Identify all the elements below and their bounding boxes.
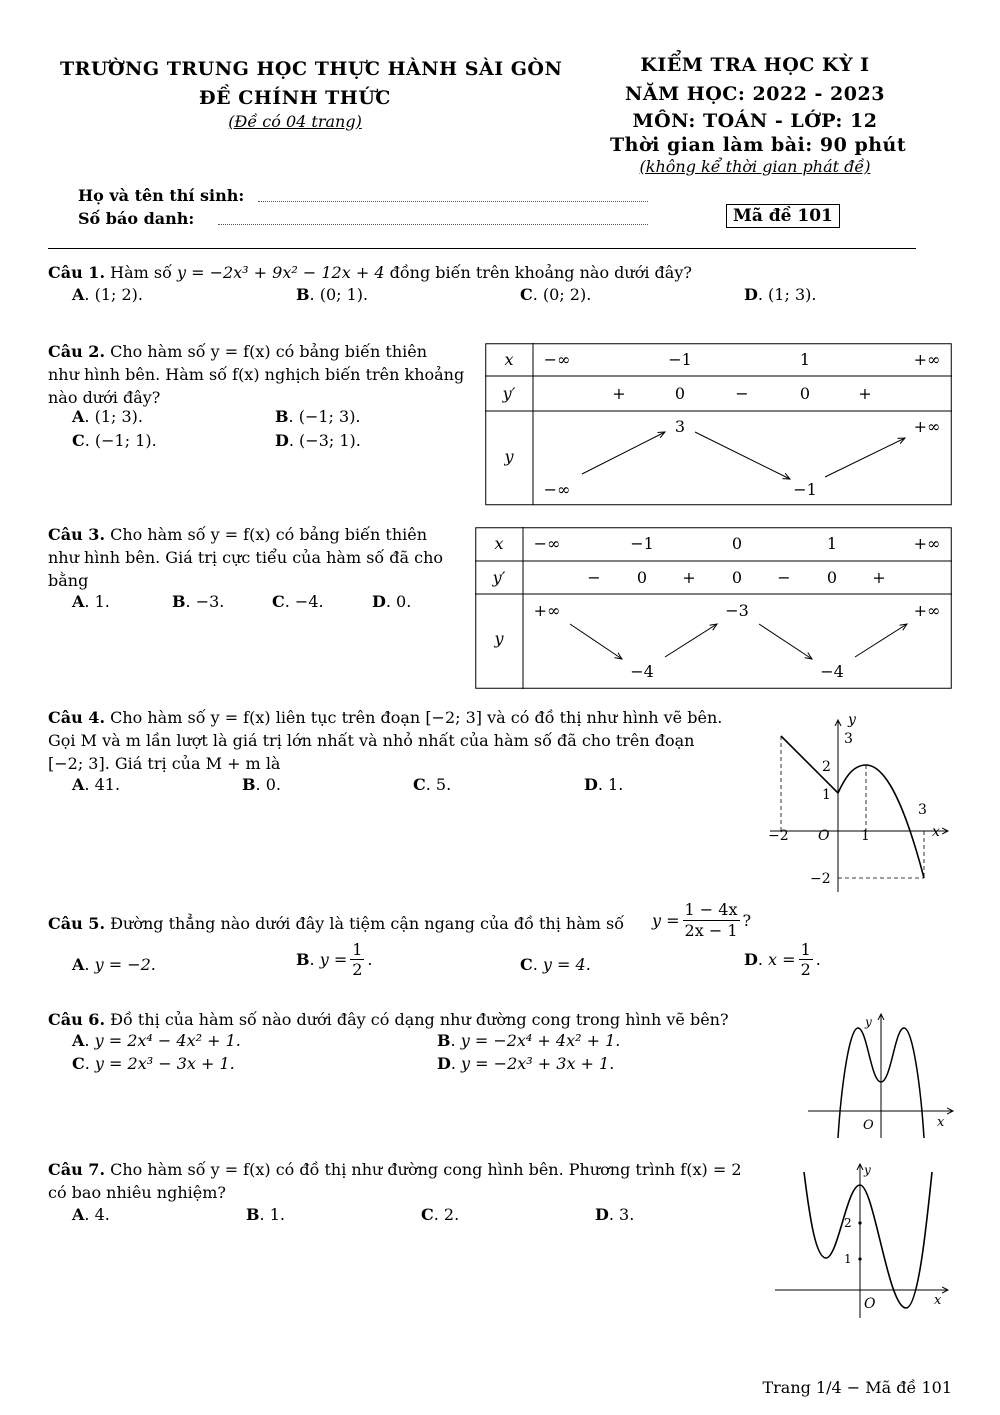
pages-note: (Đề có 04 trang) xyxy=(228,112,362,131)
q4-option-d[interactable]: D. 1. xyxy=(584,775,624,794)
q7-tick-dot-1 xyxy=(858,1257,861,1260)
q2-option-d[interactable]: D. (−3; 1). xyxy=(275,431,361,450)
question-5: Câu 5. Đường thẳng nào dưới đây là tiệm cận ngang của đồ thị hàm số xyxy=(48,914,625,933)
q2-x-0: −∞ xyxy=(543,350,571,369)
q2-sign-4: + xyxy=(858,384,872,403)
q3-x-4: +∞ xyxy=(913,534,941,553)
q6-option-c[interactable]: C. y = 2x³ − 3x + 1. xyxy=(72,1054,235,1073)
q2-option-b[interactable]: B. (−1; 3). xyxy=(275,407,361,426)
subject: MÔN: TOÁN - LỚP: 12 xyxy=(632,110,878,132)
q7-option-a[interactable]: A. 4. xyxy=(72,1205,110,1224)
q2-x-3: +∞ xyxy=(913,350,941,369)
question-3: Câu 3. Cho hàm số y = f(x) có bảng biến thiên như hình bên. Giá trị cực tiểu của hàm số đã cho bằng xyxy=(48,525,444,590)
q4-origin: O xyxy=(818,828,830,844)
q2-y-plus-inf: +∞ xyxy=(913,417,941,436)
q4-option-b[interactable]: B. 0. xyxy=(242,775,281,794)
page-footer: Trang 1/4 − Mã đề 101 xyxy=(762,1378,952,1397)
q6-origin: O xyxy=(863,1118,874,1133)
q7-option-d[interactable]: D. 3. xyxy=(595,1205,635,1224)
q4-tick-y1: 1 xyxy=(822,787,831,803)
q3-yprime-label: y′ xyxy=(492,568,506,587)
q6-graph xyxy=(805,1010,957,1142)
q3-option-a[interactable]: A. 1. xyxy=(72,592,110,611)
q7-curve xyxy=(804,1172,932,1308)
q7-origin: O xyxy=(864,1296,876,1312)
q5-option-a[interactable]: A. y = −2. xyxy=(72,955,156,974)
q2-arrow-up-1 xyxy=(582,432,665,474)
q2-x-2: 1 xyxy=(799,350,811,369)
question-6: Câu 6. Đồ thị của hàm số nào dưới đây có dạng như đường cong trong hình vẽ bên? xyxy=(48,1010,729,1029)
q1-option-c[interactable]: C. (0; 2). xyxy=(520,285,592,304)
q3-sign-4: − xyxy=(777,568,791,587)
q4-y-label: y xyxy=(848,712,856,728)
q2-arrow-up-2 xyxy=(825,438,905,477)
header-divider xyxy=(48,248,916,249)
q7-tick-y1: 1 xyxy=(844,1252,852,1266)
q3-sign-6: + xyxy=(872,568,886,587)
q5-option-c[interactable]: C. y = 4. xyxy=(520,955,591,974)
q2-option-a[interactable]: A. (1; 3). xyxy=(72,407,143,426)
q2-y-label: y xyxy=(504,447,514,466)
q3-x-1: −1 xyxy=(630,534,654,553)
q4-option-c[interactable]: C. 5. xyxy=(413,775,452,794)
q3-sign-3: 0 xyxy=(731,568,743,587)
q3-arrow-3 xyxy=(759,624,812,659)
school-year: NĂM HỌC: 2022 - 2023 xyxy=(625,83,885,105)
q2-y-min: −1 xyxy=(793,480,817,499)
q5-option-b[interactable]: B . y = $\frac{1}{2}$ . xyxy=(296,940,373,979)
official-label: ĐỀ CHÍNH THỨC xyxy=(199,87,391,109)
q3-y-label: y xyxy=(494,629,504,648)
question-4: Câu 4. Cho hàm số y = f(x) liên tục trên đoạn [−2; 3] và có đồ thị như hình vẽ bên. Gọi M và m lần lượt là giá trị lớn nhất và nhỏ nhất của hàm số đã cho trên đoạn [−2; 3]. Giá trị của M + m là xyxy=(48,708,723,773)
q7-option-b[interactable]: B. 1. xyxy=(246,1205,285,1224)
q3-y-max: −3 xyxy=(725,601,749,620)
q6-option-b[interactable]: B. y = −2x⁴ + 4x² + 1. xyxy=(437,1031,621,1050)
q2-arrow-down xyxy=(695,432,790,479)
q2-sign-0: + xyxy=(612,384,626,403)
q4-tick-x3: 3 xyxy=(918,802,927,818)
q2-variation-table xyxy=(485,343,953,507)
q3-y-plus-inf-left: +∞ xyxy=(533,601,561,620)
q2-sign-2: − xyxy=(735,384,749,403)
q3-x-3: 1 xyxy=(826,534,838,553)
q5-option-d[interactable]: D . x = $\frac{1}{2}$ . xyxy=(744,940,821,979)
q3-x-label: x xyxy=(494,534,504,553)
q3-option-b[interactable]: B. −3. xyxy=(172,592,225,611)
q3-y-plus-inf-right: +∞ xyxy=(913,601,941,620)
q4-option-a[interactable]: A. 41. xyxy=(72,775,121,794)
q3-x-2: 0 xyxy=(731,534,743,553)
q3-sign-0: − xyxy=(587,568,601,587)
q4-tick-y2: 2 xyxy=(822,759,831,775)
q3-variation-table xyxy=(475,527,953,690)
q7-x-label: x xyxy=(934,1293,942,1308)
q7-y-label: y xyxy=(864,1163,871,1177)
question-2: Câu 2. Cho hàm số y = f(x) có bảng biến thiên như hình bên. Hàm số f(x) nghịch biến trên khoảng nào dưới đây? xyxy=(48,342,465,407)
q6-x-label: x xyxy=(937,1115,945,1130)
q6-y-label: y xyxy=(865,1015,872,1029)
q7-tick-y2: 2 xyxy=(844,1216,852,1230)
student-id-label: Số báo danh: xyxy=(78,209,195,228)
q2-option-c[interactable]: C. (−1; 1). xyxy=(72,431,157,450)
q4-graph xyxy=(760,706,955,896)
q1-option-b[interactable]: B. (0; 1). xyxy=(296,285,369,304)
q3-y-min-1: −4 xyxy=(630,662,654,681)
q4-x-label: x xyxy=(932,824,940,840)
student-id-field[interactable] xyxy=(218,207,648,225)
q7-option-c[interactable]: C. 2. xyxy=(421,1205,460,1224)
q5-formula: y = $\frac{1 - 4x}{2x - 1}$ ? xyxy=(652,900,752,940)
q6-option-d[interactable]: D. y = −2x³ + 3x + 1. xyxy=(437,1054,615,1073)
q3-x-0: −∞ xyxy=(533,534,561,553)
q6-option-a[interactable]: A. y = 2x⁴ − 4x² + 1. xyxy=(72,1031,241,1050)
question-7: Câu 7. Cho hàm số y = f(x) có đồ thị như đường cong hình bên. Phương trình f(x) = 2 có bao nhiêu nghiệm? xyxy=(48,1160,742,1202)
q3-sign-1: 0 xyxy=(636,568,648,587)
q3-sign-2: + xyxy=(682,568,696,587)
q1-option-a[interactable]: A. (1; 2). xyxy=(72,285,143,304)
q4-tick-ym2: −2 xyxy=(810,871,831,887)
q3-arrow-2 xyxy=(665,624,717,657)
exam-time: Thời gian làm bài: 90 phút xyxy=(610,134,907,156)
q2-sign-1: 0 xyxy=(674,384,686,403)
time-note: (không kể thời gian phát đề) xyxy=(639,157,871,176)
exam-title: KIỂM TRA HỌC KỲ I xyxy=(640,54,870,76)
q3-option-d[interactable]: D. 0. xyxy=(372,592,412,611)
q4-curve xyxy=(781,736,924,878)
q2-yprime-label: y′ xyxy=(502,384,516,403)
q7-tick-dot-2 xyxy=(858,1221,861,1224)
q2-x-label: x xyxy=(504,350,514,369)
q3-y-min-2: −4 xyxy=(820,662,844,681)
q3-arrow-1 xyxy=(570,624,622,659)
student-name-label: Họ và tên thí sinh: xyxy=(78,186,245,205)
q2-sign-3: 0 xyxy=(799,384,811,403)
student-name-field[interactable] xyxy=(258,184,648,202)
q3-arrow-4 xyxy=(855,624,907,657)
q2-y-minus-inf: −∞ xyxy=(543,480,571,499)
q7-graph xyxy=(772,1160,954,1320)
q3-option-c[interactable]: C. −4. xyxy=(272,592,324,611)
q3-sign-5: 0 xyxy=(826,568,838,587)
q4-tick-y3: 3 xyxy=(844,731,853,747)
q4-tick-xm2: −2 xyxy=(768,828,789,844)
q2-y-max: 3 xyxy=(674,417,686,436)
school-name: TRƯỜNG TRUNG HỌC THỰC HÀNH SÀI GÒN xyxy=(60,58,563,80)
question-1: Câu 1. Hàm số y = −2x³ + 9x² − 12x + 4 đồng biến trên khoảng nào dưới đây? xyxy=(48,263,692,282)
q1-option-d[interactable]: D. (1; 3). xyxy=(744,285,817,304)
q4-tick-x1: 1 xyxy=(861,828,870,844)
exam-code-box: Mã đề 101 xyxy=(726,204,840,228)
q2-x-1: −1 xyxy=(668,350,692,369)
